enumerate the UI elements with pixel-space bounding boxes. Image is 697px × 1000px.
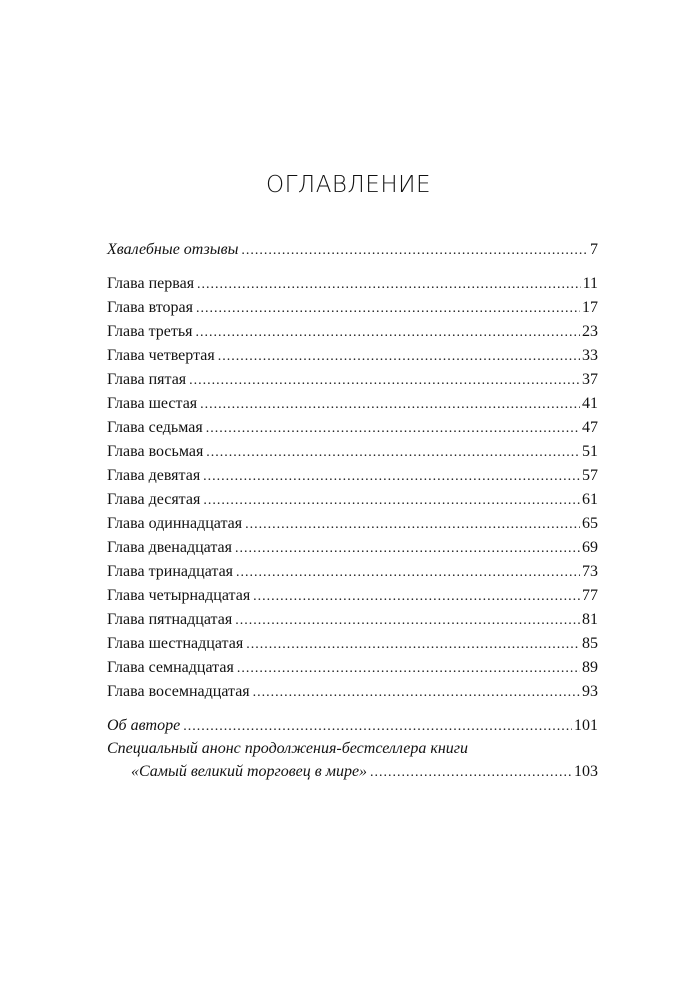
dot-leader <box>206 441 580 465</box>
dot-leader <box>203 465 580 489</box>
toc-entry-chapter[interactable] <box>107 368 598 392</box>
toc-entry-label: Глава вторая <box>107 299 193 316</box>
toc-entry-chapter[interactable] <box>107 560 598 584</box>
toc-entry-chapter[interactable] <box>107 416 598 440</box>
toc-entry-label: Хвалебные отзывы <box>107 241 239 258</box>
toc-entry-label: Глава тринадцатая <box>107 563 234 580</box>
toc-entry-page: 33 <box>582 347 598 364</box>
toc-entry-chapter[interactable] <box>107 392 598 416</box>
toc-entry-page: 51 <box>582 443 598 460</box>
toc-entry-label: Глава первая <box>107 275 195 292</box>
toc-entry-label: Глава восемнадцатая <box>107 683 250 700</box>
dot-leader <box>196 321 580 345</box>
dot-leader <box>196 297 580 321</box>
toc-entry-page: 69 <box>582 539 598 556</box>
toc-entry-label: Глава двенадцатая <box>107 539 232 556</box>
toc-entry-label: Глава четырнадцатая <box>107 587 251 604</box>
toc-entry-page: 85 <box>582 635 598 652</box>
toc-entry-chapter[interactable] <box>107 320 598 344</box>
dot-leader <box>241 239 588 263</box>
toc-entry-chapter[interactable] <box>107 464 598 488</box>
dot-leader <box>218 345 580 369</box>
toc-entry-page: 101 <box>574 717 598 734</box>
toc-entry-special-preview[interactable] <box>107 738 598 784</box>
toc-entry-page: 81 <box>582 611 598 628</box>
toc-entry-label: Глава четвертая <box>107 347 215 364</box>
toc-entry-chapter[interactable] <box>107 344 598 368</box>
toc-entry-page: 103 <box>574 763 598 780</box>
dot-leader <box>235 609 580 633</box>
chapter-list <box>107 272 598 704</box>
toc-entry-label: Глава шестнадцатая <box>107 635 244 652</box>
toc-entry-page: 57 <box>582 467 598 484</box>
toc-entry-label-line1: Специальный анонс продолжения-бестселлера книги <box>107 740 469 757</box>
toc-entry-label-line2: «Самый великий торговец в мире» <box>131 763 368 780</box>
toc-entry-label-line2-row <box>107 760 598 784</box>
toc-entry-page: 77 <box>582 587 598 604</box>
dot-leader <box>237 657 580 681</box>
table-of-contents <box>107 238 598 784</box>
toc-entry-page: 89 <box>582 659 598 676</box>
toc-entry-chapter[interactable] <box>107 440 598 464</box>
toc-entry-label: Глава пятая <box>107 371 187 388</box>
dot-leader <box>370 761 572 785</box>
toc-entry-praise[interactable] <box>107 238 598 262</box>
toc-entry-page: 47 <box>582 419 598 436</box>
dot-leader <box>183 715 572 739</box>
toc-entry-about-author[interactable] <box>107 714 598 738</box>
toc-entry-chapter[interactable] <box>107 584 598 608</box>
dot-leader <box>245 513 580 537</box>
toc-entry-chapter[interactable] <box>107 680 598 704</box>
toc-entry-page: 37 <box>582 371 598 388</box>
toc-entry-chapter[interactable] <box>107 632 598 656</box>
toc-entry-label: Глава девятая <box>107 467 201 484</box>
toc-entry-page: 23 <box>582 323 598 340</box>
dot-leader <box>236 561 580 585</box>
toc-entry-page: 65 <box>582 515 598 532</box>
toc-entry-label: Глава пятнадцатая <box>107 611 233 628</box>
toc-entry-chapter[interactable] <box>107 512 598 536</box>
toc-entry-label: Глава шестая <box>107 395 198 412</box>
dot-leader <box>253 585 580 609</box>
dot-leader <box>197 273 581 297</box>
toc-entry-page: 17 <box>582 299 598 316</box>
toc-entry-chapter[interactable] <box>107 272 598 296</box>
toc-entry-page: 61 <box>582 491 598 508</box>
toc-entry-chapter[interactable] <box>107 536 598 560</box>
toc-entry-page: 11 <box>582 275 598 292</box>
dot-leader <box>246 633 580 657</box>
dot-leader <box>253 681 580 705</box>
toc-entry-chapter[interactable] <box>107 608 598 632</box>
dot-leader <box>206 417 580 441</box>
page-title: ОГЛАВЛЕНИЕ <box>265 172 432 198</box>
toc-entry-label: Глава семнадцатая <box>107 659 234 676</box>
dot-leader <box>235 537 580 561</box>
toc-entry-page: 41 <box>582 395 598 412</box>
dot-leader <box>200 393 580 417</box>
toc-entry-label: Глава десятая <box>107 491 201 508</box>
toc-entry-label: Глава восьмая <box>107 443 204 460</box>
toc-entry-page: 93 <box>582 683 598 700</box>
toc-entry-chapter[interactable] <box>107 656 598 680</box>
toc-entry-chapter[interactable] <box>107 296 598 320</box>
dot-leader <box>203 489 580 513</box>
toc-entry-chapter[interactable] <box>107 488 598 512</box>
toc-entry-page: 7 <box>590 241 598 258</box>
toc-entry-page: 73 <box>582 563 598 580</box>
toc-entry-label: Глава одиннадцатая <box>107 515 243 532</box>
toc-entry-label: Об авторе <box>107 717 181 734</box>
toc-entry-label: Глава седьмая <box>107 419 203 436</box>
dot-leader <box>189 369 580 393</box>
toc-entry-label: Глава третья <box>107 323 193 340</box>
